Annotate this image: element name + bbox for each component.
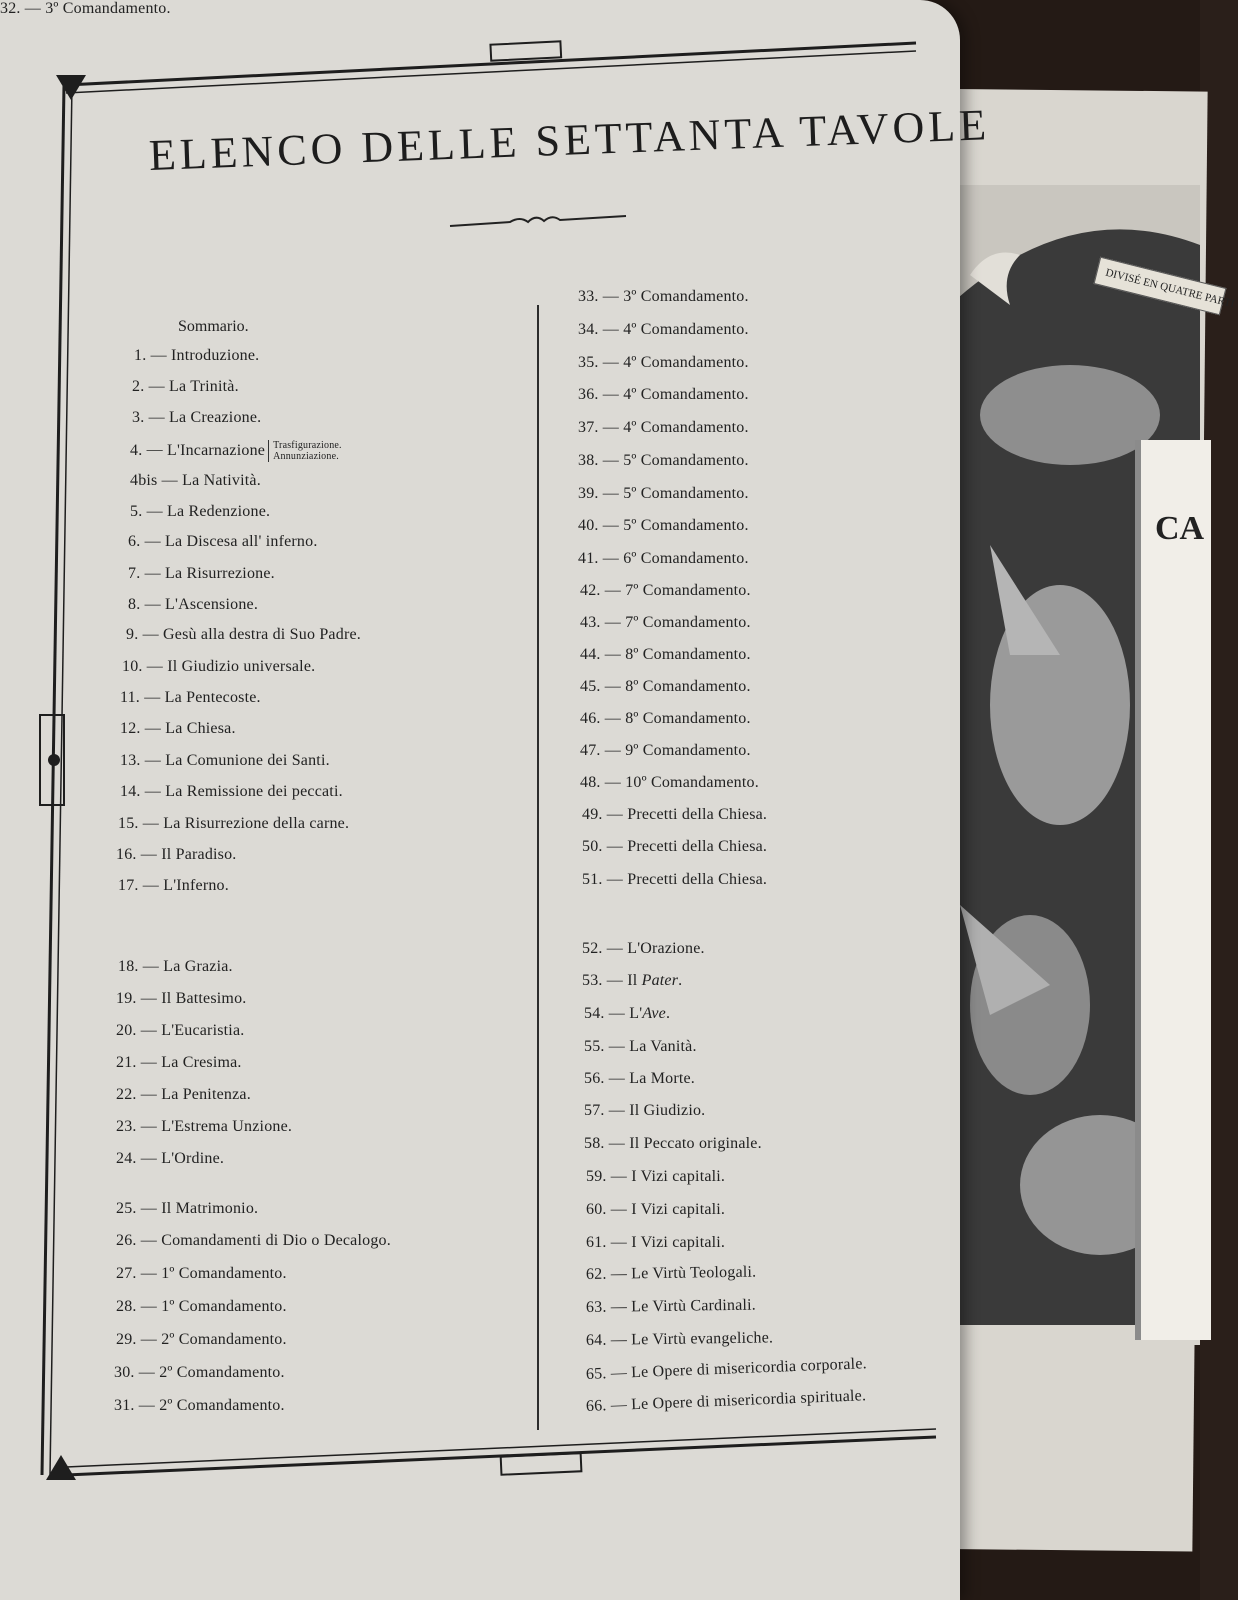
- index-entry: [118, 958, 233, 976]
- index-entry: [116, 1086, 251, 1104]
- entry-number: 43.: [580, 614, 601, 631]
- entry-dash: —: [140, 783, 166, 800]
- entry-title: La Comunione dei Santi.: [165, 752, 330, 769]
- entry-title: 9º Comandamento.: [625, 742, 751, 759]
- entry-title: Le Virtù evangeliche.: [631, 1329, 774, 1349]
- entry-number: 9.: [126, 626, 139, 643]
- index-entry: [580, 710, 751, 728]
- entry-number: 36.: [578, 386, 599, 403]
- entry-number: 17.: [118, 877, 139, 894]
- index-entry: [126, 626, 361, 644]
- entry-dash: —: [138, 815, 164, 832]
- index-entry: [116, 1298, 287, 1316]
- entry-number: 51.: [582, 871, 603, 888]
- index-entry: [120, 720, 236, 738]
- index-entry: [116, 990, 246, 1008]
- index-entry: [128, 596, 258, 614]
- index-entry: [582, 972, 682, 990]
- entry-title: La Creazione.: [169, 409, 262, 426]
- entry-title: I Vizi capitali.: [631, 1168, 726, 1185]
- entry-title: 2º Comandamento.: [161, 1331, 287, 1348]
- entry-dash: —: [604, 1135, 630, 1152]
- entry-dash: —: [146, 347, 172, 364]
- index-entry: [584, 1135, 762, 1153]
- entry-dash: —: [140, 689, 165, 706]
- entry-dash: —: [606, 1168, 632, 1185]
- entry-title: 5º Comandamento.: [623, 452, 749, 469]
- entry-title: La Risurrezione.: [165, 565, 275, 582]
- entry-title: La Chiesa.: [165, 720, 236, 737]
- entry-dash: —: [598, 354, 624, 371]
- entry-dash: —: [598, 321, 624, 338]
- index-entry: [118, 877, 229, 895]
- entry-number: 46.: [580, 710, 601, 727]
- entry-title: 1º Comandamento.: [161, 1298, 287, 1315]
- entry-dash: —: [140, 752, 166, 769]
- entry-dash: —: [144, 378, 170, 395]
- entry-dash: —: [136, 990, 162, 1007]
- index-entry: [580, 646, 751, 664]
- index-entry: [122, 658, 315, 676]
- entry-dash: —: [600, 774, 626, 791]
- entry-title: I Vizi capitali.: [631, 1234, 726, 1251]
- entry-dash: —: [136, 846, 162, 863]
- entry-dash: —: [600, 614, 626, 631]
- entry-title: La Trinità.: [169, 378, 239, 395]
- entry-title: L'Inferno.: [163, 877, 229, 894]
- entry-dash: —: [602, 806, 628, 823]
- entry-dash: —: [606, 1265, 632, 1283]
- entry-number: 34.: [578, 321, 599, 338]
- entry-number: 10.: [122, 658, 143, 675]
- entry-title: L'Incarnazione: [167, 441, 266, 459]
- index-entry: [584, 1005, 670, 1023]
- entry-title: Le Opere di misericordia corporale.: [630, 1355, 868, 1382]
- index-entry: [578, 517, 749, 535]
- entry-dash: —: [604, 1102, 630, 1119]
- entry-title: L'Eucaristia.: [161, 1022, 245, 1039]
- entry-dash: —: [138, 958, 164, 975]
- entry-number: 40.: [578, 517, 599, 534]
- entry-dash: —: [600, 582, 626, 599]
- entry-dash: —: [606, 1396, 632, 1415]
- entry-title: La Morte.: [629, 1070, 695, 1087]
- entry-number: 5.: [130, 503, 143, 520]
- entry-title: Il Giudizio universale.: [167, 658, 316, 675]
- index-entry: [128, 533, 318, 551]
- index-entry: [578, 550, 749, 568]
- entry-dash: —: [136, 1298, 162, 1315]
- index-entry: [586, 1264, 757, 1284]
- entry-number: 13.: [120, 752, 141, 769]
- index-entry: [120, 689, 261, 707]
- entry-number: 24.: [116, 1150, 137, 1167]
- entry-number: 2.: [132, 378, 145, 395]
- index-entry: [116, 1150, 224, 1168]
- entry-number: 3.: [132, 409, 145, 426]
- entry-title: L'Ascensione.: [165, 596, 259, 613]
- entry-number: 57.: [584, 1102, 605, 1119]
- entry-number: 1.: [134, 347, 147, 364]
- entry-dash: —: [144, 409, 170, 426]
- entry-dash: —: [600, 678, 626, 695]
- entry-number: 49.: [582, 806, 603, 823]
- entry-title-end: .: [665, 1005, 671, 1022]
- entry-number: 52.: [582, 940, 603, 957]
- entry-title: Il Peccato originale.: [629, 1135, 762, 1152]
- engraving-title-panel: [1135, 440, 1211, 1340]
- entry-number: 26.: [116, 1232, 137, 1249]
- entry-dash: —: [136, 1200, 162, 1217]
- entry-number: 56.: [584, 1070, 605, 1087]
- entry-number: 55.: [584, 1038, 605, 1055]
- entry-number: 50.: [582, 838, 603, 855]
- entry-dash: —: [157, 472, 183, 489]
- index-entry: [116, 1265, 287, 1283]
- entry-number: 64.: [585, 1331, 607, 1349]
- entry-dash: —: [142, 503, 168, 520]
- entry-number: 60.: [586, 1201, 607, 1218]
- entry-dash: —: [136, 1118, 162, 1135]
- index-entry: [586, 1329, 773, 1350]
- entry-number: 6.: [128, 533, 141, 550]
- entry-number: 35.: [578, 354, 599, 371]
- entry-title: Il: [627, 972, 642, 989]
- entry-dash: —: [598, 550, 624, 567]
- entry-dash: —: [136, 1054, 162, 1071]
- entry-dash: —: [606, 1298, 632, 1316]
- entry-title: La Grazia.: [163, 958, 233, 975]
- index-entry: [116, 846, 237, 864]
- entry-number: 21.: [116, 1054, 137, 1071]
- entry-title: 2º Comandamento.: [159, 1364, 285, 1381]
- entry-title: Le Virtù Cardinali.: [631, 1296, 757, 1316]
- entry-dash: —: [602, 838, 628, 855]
- entry-dash: —: [602, 871, 628, 888]
- entry-title: I Vizi capitali.: [631, 1201, 726, 1218]
- entry-dash: —: [136, 1265, 162, 1282]
- entry-title: La Pentecoste.: [164, 689, 261, 706]
- entry-number: 58.: [584, 1135, 605, 1152]
- index-entry: [586, 1234, 725, 1252]
- entry-title: 6º Comandamento.: [623, 550, 749, 567]
- index-entry: [580, 742, 751, 760]
- entry-dash: —: [138, 877, 164, 894]
- index-entry: [130, 440, 342, 462]
- entry-title: Precetti della Chiesa.: [627, 871, 768, 888]
- index-entry: [580, 614, 751, 632]
- index-entry: [578, 419, 749, 437]
- entry-dash: —: [138, 626, 164, 643]
- entry-number: 20.: [116, 1022, 137, 1039]
- entry-dash: —: [136, 1022, 162, 1039]
- entry-title: Le Virtù Teologali.: [631, 1263, 757, 1283]
- entry-title: Il Battesimo.: [161, 990, 247, 1007]
- entry-number: 25.: [116, 1200, 137, 1217]
- index-entry: [578, 321, 749, 339]
- entry-number: 39.: [578, 485, 599, 502]
- entry-number: 61.: [586, 1234, 607, 1251]
- index-entry: [132, 378, 239, 396]
- entry-subtitle-bottom: Annunziazione.: [273, 451, 339, 462]
- entry-dash: —: [136, 1232, 162, 1249]
- index-entry: [582, 806, 767, 824]
- entry-number: 59.: [586, 1168, 607, 1185]
- entry-title: L'Ordine.: [161, 1150, 225, 1167]
- entry-title: 4º Comandamento.: [623, 354, 749, 371]
- index-entry: [580, 582, 751, 600]
- index-entry: [116, 1200, 258, 1218]
- entry-dash: —: [606, 1364, 632, 1383]
- entry-title: 10º Comandamento.: [625, 774, 759, 791]
- index-entry: [116, 1054, 242, 1072]
- index-entry: [578, 386, 749, 404]
- index-entry: [584, 1038, 697, 1056]
- entry-number: 44.: [580, 646, 601, 663]
- entry-dash: —: [598, 386, 624, 403]
- entry-title: 4º Comandamento.: [623, 321, 749, 338]
- entry-title: L': [629, 1005, 643, 1022]
- entry-number: 38.: [578, 452, 599, 469]
- entry-title: 2º Comandamento.: [159, 1397, 285, 1414]
- entry-title: L'Estrema Unzione.: [161, 1118, 293, 1135]
- entry-title: Il Matrimonio.: [161, 1200, 259, 1217]
- entry-title: Comandamenti di Dio o Decalogo.: [161, 1232, 391, 1249]
- entry-number: 37.: [578, 419, 599, 436]
- entry-dash: —: [140, 596, 166, 613]
- entry-dash: —: [600, 742, 626, 759]
- entry-number: 42.: [580, 582, 601, 599]
- entry-title-italic: Ave: [642, 1005, 666, 1022]
- entry-number: 33.: [578, 288, 599, 305]
- entry-dash: —: [598, 419, 624, 436]
- engraving-title-fragment: CA: [1155, 510, 1205, 547]
- engraving-ribbon: DIVISÉ EN QUATRE PARTI: [1094, 257, 1227, 316]
- entry-dash: —: [604, 1070, 630, 1087]
- entry-dash: —: [606, 1201, 632, 1218]
- entry-title: La Vanità.: [629, 1038, 697, 1055]
- entry-title-italic: Pater: [641, 972, 679, 989]
- entry-dash: —: [606, 1234, 632, 1251]
- entry-number: 47.: [580, 742, 601, 759]
- index-entry: [578, 452, 749, 470]
- entry-title: La Penitenza.: [161, 1086, 251, 1103]
- index-entry: [116, 1232, 391, 1250]
- entry-dash: —: [134, 1364, 160, 1381]
- entry-subtitles: [268, 440, 342, 462]
- entry-title: Precetti della Chiesa.: [627, 806, 768, 823]
- index-entry: [118, 815, 349, 833]
- index-entry: [132, 409, 261, 427]
- entry-number: 54.: [584, 1005, 605, 1022]
- entry-title: La Remissione dei peccati.: [165, 783, 343, 800]
- entry-number: 4.: [130, 441, 143, 459]
- entry-title: 7º Comandamento.: [625, 582, 751, 599]
- page-title: ELENCO DELLE SETTANTA TAVOLE: [148, 100, 991, 180]
- entry-dash: —: [136, 1150, 162, 1167]
- entry-dash: —: [140, 533, 166, 550]
- index-entry: [116, 1331, 287, 1349]
- entry-dash: —: [602, 972, 628, 989]
- ornamental-border: [46, 55, 991, 1505]
- summary-heading: Sommario.: [178, 318, 249, 335]
- index-entry: [582, 940, 705, 958]
- index-entry: [584, 1070, 695, 1088]
- entry-number: 41.: [578, 550, 599, 567]
- entry-number: 11.: [120, 689, 141, 706]
- entry-title: La Cresima.: [161, 1054, 242, 1071]
- entry-title: Il Giudizio.: [629, 1102, 706, 1119]
- entry-number: 63.: [585, 1298, 607, 1316]
- entry-title: Le Opere di misericordia spirituale.: [630, 1387, 867, 1414]
- index-entry: [120, 752, 330, 770]
- entry-dash: —: [20, 0, 46, 17]
- entry-dash: —: [606, 1331, 632, 1349]
- entry-title: Gesù alla destra di Suo Padre.: [163, 626, 361, 643]
- entry-number: 30.: [114, 1364, 135, 1381]
- entry-title: Precetti della Chiesa.: [627, 838, 768, 855]
- entry-number: 7.: [128, 565, 141, 582]
- entry-number: 32.: [0, 0, 21, 17]
- entry-title: 3º Comandamento.: [623, 288, 749, 305]
- entry-number: 19.: [116, 990, 137, 1007]
- entry-dash: —: [604, 1038, 630, 1055]
- entry-dash: —: [604, 1005, 630, 1022]
- index-entry: [584, 1102, 705, 1120]
- entry-dash: —: [142, 441, 168, 459]
- index-entry: [580, 678, 751, 696]
- entry-dash: —: [140, 720, 166, 737]
- index-entry: [586, 1168, 725, 1186]
- title-ornament: [450, 208, 630, 234]
- entry-dash: —: [142, 658, 168, 675]
- entry-title: La Redenzione.: [167, 503, 271, 520]
- entry-title: Introduzione.: [171, 347, 260, 364]
- index-entry: [130, 472, 261, 490]
- entry-dash: —: [600, 710, 626, 727]
- index-entry: [580, 774, 759, 792]
- index-entry: [134, 347, 259, 365]
- entry-number: 53.: [582, 972, 603, 989]
- index-entry: [578, 354, 749, 372]
- entry-number: 62.: [585, 1265, 607, 1283]
- entry-number: 65.: [585, 1365, 607, 1383]
- entry-number: 22.: [116, 1086, 137, 1103]
- entry-dash: —: [598, 452, 624, 469]
- index-entry: [120, 783, 343, 801]
- entry-dash: —: [140, 565, 166, 582]
- entry-number: 8.: [128, 596, 141, 613]
- entry-title: Il Paradiso.: [161, 846, 237, 863]
- entry-title: La Risurrezione della carne.: [163, 815, 350, 832]
- entry-title: 4º Comandamento.: [623, 419, 749, 436]
- entry-title: 7º Comandamento.: [625, 614, 751, 631]
- entry-dash: —: [134, 1397, 160, 1414]
- entry-number: 16.: [116, 846, 137, 863]
- index-entry: [582, 871, 767, 889]
- entry-dash: —: [600, 646, 626, 663]
- entry-title: 5º Comandamento.: [623, 517, 749, 534]
- entry-title: 8º Comandamento.: [625, 646, 751, 663]
- entry-title: La Natività.: [182, 472, 261, 489]
- index-entry: [114, 1397, 285, 1415]
- index-entry: [0, 0, 171, 18]
- entry-dash: —: [136, 1331, 162, 1348]
- entry-number: 28.: [116, 1298, 137, 1315]
- entry-dash: —: [602, 940, 628, 957]
- index-entry: [586, 1201, 725, 1219]
- index-entry: [582, 838, 767, 856]
- entry-title: 3º Comandamento.: [45, 0, 171, 17]
- index-entry: [116, 1118, 292, 1136]
- entry-dash: —: [136, 1086, 162, 1103]
- entry-dash: —: [598, 517, 624, 534]
- entry-number: 15.: [118, 815, 139, 832]
- index-entry: [114, 1364, 285, 1382]
- index-entry: [578, 485, 749, 503]
- entry-number: 4bis: [130, 472, 158, 489]
- column-divider: [537, 305, 539, 1430]
- entry-subtitle-top: Trasfigurazione.: [273, 440, 342, 451]
- entry-title: L'Orazione.: [627, 940, 705, 957]
- entry-title: 4º Comandamento.: [623, 386, 749, 403]
- entry-number: 31.: [114, 1397, 135, 1414]
- entry-title: 1º Comandamento.: [161, 1265, 287, 1282]
- entry-title: 8º Comandamento.: [625, 710, 751, 727]
- entry-number: 48.: [580, 774, 601, 791]
- entry-title-end: .: [678, 972, 683, 989]
- index-entry: [130, 503, 270, 521]
- entry-number: 12.: [120, 720, 141, 737]
- entry-number: 18.: [118, 958, 139, 975]
- entry-number: 45.: [580, 678, 601, 695]
- entry-number: 27.: [116, 1265, 137, 1282]
- entry-dash: —: [598, 288, 624, 305]
- index-entry: [116, 1022, 244, 1040]
- index-entry: [586, 1297, 756, 1317]
- entry-number: 23.: [116, 1118, 137, 1135]
- entry-title: La Discesa all' inferno.: [165, 533, 318, 550]
- entry-number: 29.: [116, 1331, 137, 1348]
- entry-title: 5º Comandamento.: [623, 485, 749, 502]
- index-entry: [578, 288, 749, 306]
- entry-title: 8º Comandamento.: [625, 678, 751, 695]
- entry-dash: —: [598, 485, 624, 502]
- entry-number: 66.: [585, 1397, 607, 1415]
- index-entry: [128, 565, 275, 583]
- entry-number: 14.: [120, 783, 141, 800]
